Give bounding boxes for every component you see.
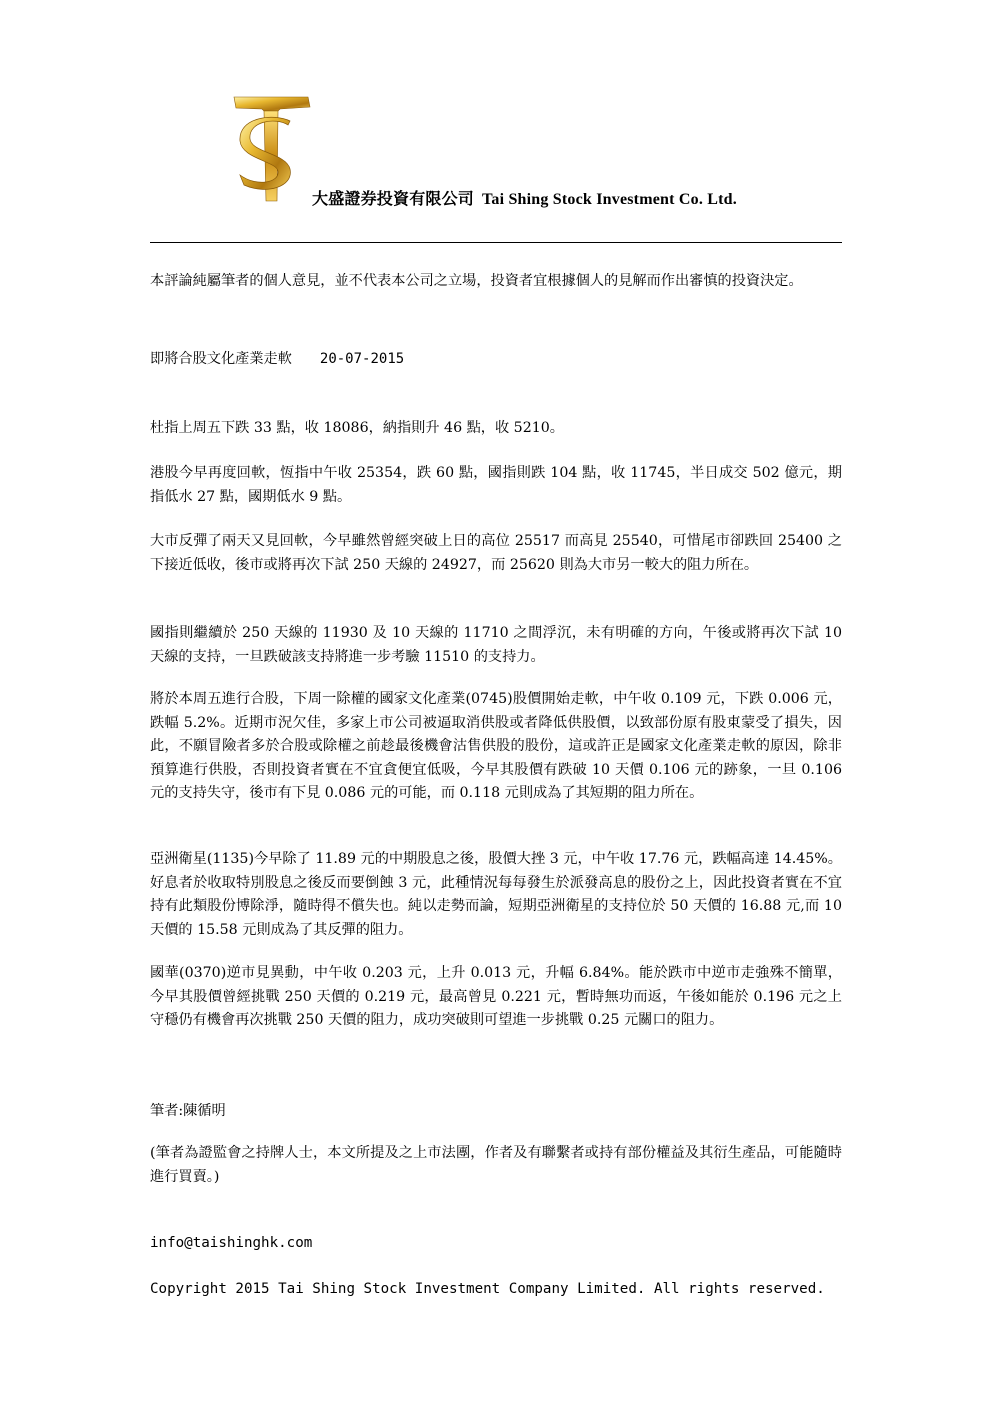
contact-email[interactable]: info@taishinghk.com: [150, 1235, 313, 1251]
copyright: Copyright 2015 Tai Shing Stock Investment Company Limited. All rights reserved.: [150, 1281, 825, 1297]
paragraph-1135: 亞洲衛星(1135)今早除了 11.89 元的中期股息之後，股價大挫 3 元，中午收 17.76 元，跌幅高達 14.45%。好息者於收取特別股息之後反而要倒蝕 3 元，此種情況每每發生於派發高息的股份之上，因此投資者實在不宜持有此類股份博除淨，隨時得不償失也。純以走勢而論，短期亞洲衛星的支持位於 50 天價的 16.88 元,而 10 天價的 15.58 元則成為了其反彈的阻力。: [150, 851, 842, 938]
header-divider: [150, 242, 842, 243]
article-date: 20-07-2015: [319, 351, 405, 367]
article-title: 即將合股文化產業走軟: [150, 351, 292, 367]
paragraph-dow: 杜指上周五下跌 33 點，收 18086，納指則升 46 點，收 5210。: [150, 420, 564, 436]
paragraph-0370: 國華(0370)逆市見異動，中午收 0.203 元，上升 0.013 元，升幅 6.84%。能於跌市中逆市走強殊不簡單，今早其股價曾經挑戰 250 天價的 0.219 元，最高曾見 0.221 元，暫時無功而返，午後如能於 0.196 元之上守穩仍有機會再次挑戰 250 天價的阻力，成功突破則可望進一步挑戰 0.25 元關口的阻力。: [150, 965, 842, 1028]
author-note: (筆者為證監會之持牌人士，本文所提及之上市法團，作者及有聯繫者或持有部份權益及其衍生產品，可能隨時進行買賣。): [150, 1145, 842, 1185]
paragraph-market-outlook: 大市反彈了兩天又見回軟，今早雖然曾經突破上日的高位 25517 而高見 25540，可惜尾市卻跌回 25400 之下接近低收，後市或將再次下試 250 天線的 24927，而 25620 則為大市另一較大的阻力所在。: [150, 533, 842, 573]
author: 筆者:陳循明: [150, 1103, 226, 1119]
company-name-zh: 大盛證券投資有限公司: [312, 191, 475, 208]
paragraph-0745: 將於本周五進行合股，下周一除權的國家文化產業(0745)股價開始走軟，中午收 0.109 元，下跌 0.006 元，跌幅 5.2%。近期市況欠佳，多家上市公司被逼取消供股或者降低供股價，以致部份原有股東蒙受了損失，因此，不願冒險者多於合股或除權之前趁最後機會沽售供股的股份，這或許正是國家文化產業走軟的原因，除非預算進行供股，否則投資者實在不宜貪便宜低吸，今早其股價有跌破 10 天價 0.106 元的跡象，一旦 0.106 元的支持失守，後市有下見 0.086 元的可能，而 0.118 元則成為了其短期的阻力所在。: [150, 691, 842, 801]
article-title-row: [150, 348, 404, 368]
ts-gold-monogram-icon: [230, 95, 312, 205]
disclaimer: 本評論純屬筆者的個人意見，並不代表本公司之立場，投資者宜根據個人的見解而作出審慎的投資決定。: [150, 273, 803, 289]
company-name: [312, 186, 737, 209]
company-name-en: Tai Shing Stock Investment Co. Ltd.: [482, 191, 737, 208]
paragraph-hscei: 國指則繼續於 250 天線的 11930 及 10 天線的 11710 之間浮沉，未有明確的方向，午後或將再次下試 10 天線的支持，一旦跌破該支持將進一步考驗 11510 的支持力。: [150, 625, 842, 665]
paragraph-hk-market: 港股今早再度回軟，恆指中午收 25354，跌 60 點，國指則跌 104 點，收 11745，半日成交 502 億元，期指低水 27 點，國期低水 9 點。: [150, 465, 842, 505]
